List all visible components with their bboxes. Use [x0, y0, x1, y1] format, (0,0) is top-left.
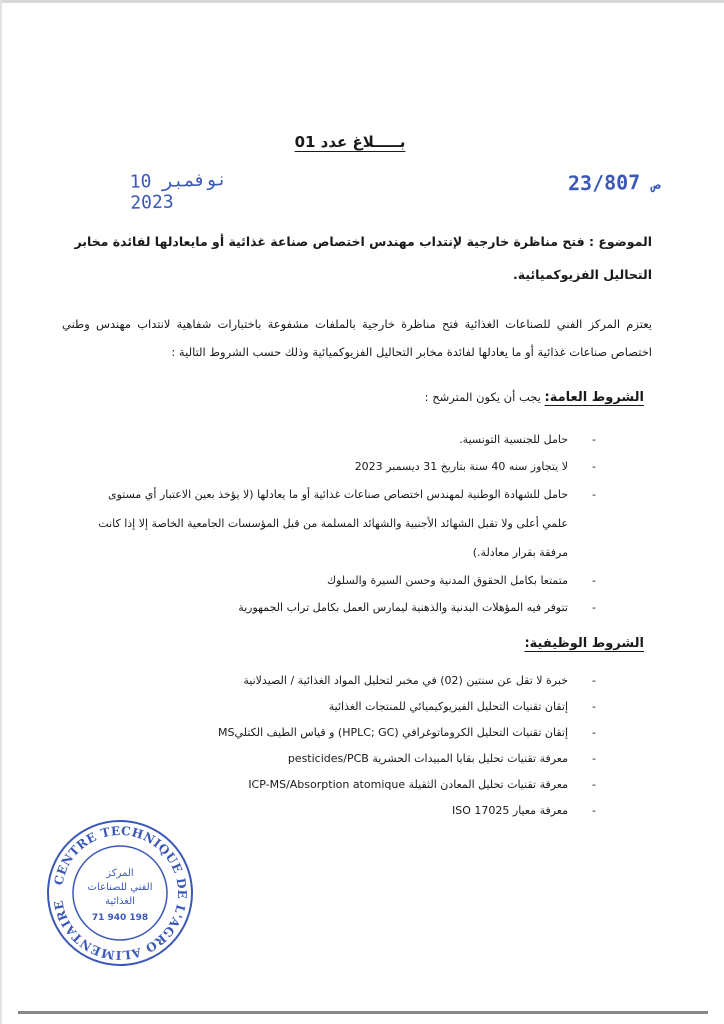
scan-edge-bottom — [18, 1011, 708, 1014]
general-conditions-list — [80, 426, 596, 621]
reference-number: 23/807 — [567, 170, 641, 196]
stamp-phone: 71 940 198 — [91, 913, 149, 923]
reference-mark: ص — [652, 176, 661, 193]
stamp-inner-ring — [73, 846, 167, 940]
general-conditions-lead: يجب أن يكون المترشح : — [424, 390, 541, 404]
intro-paragraph: يعتزم المركز الفني للصناعات الغذائية فتح مناظرة خارجية بالملفات مشفوعة باختبارات شفاهية لانتداب مهندس وطني اختصاص صناعات غذائية أو ما يعادلها لفائدة مخابر التحاليل الفزيوكميائية وذلك حسب الشروط التالية : — [62, 317, 652, 359]
list-item: - معرفة معيار ISO 17025 — [196, 798, 596, 824]
list-item: - معرفة تقنيات تحليل المعادن الثقيلة ICP-MS/Absorption atomique — [196, 772, 596, 798]
list-item: - متمتعا بكامل الحقوق المدنية وحسن السيرة والسلوك — [80, 567, 596, 594]
stamp-outer-ring — [48, 821, 192, 965]
stamp-ring-text: CENTRE TECHNIQUE DE L'AGRO ALIMENTAIRE — [51, 823, 190, 963]
page-title: بـــــلاغ عدد 01 — [294, 133, 406, 151]
functional-conditions-heading: الشروط الوظيفية: — [524, 636, 644, 651]
general-conditions-heading: الشروط العامة: — [544, 390, 644, 405]
list-item: - حامل للجنسية التونسية. — [80, 426, 596, 453]
list-item: - إتقان تقنيات التحليل الكروماتوغرافي (HPLC; GC) و قياس الطيف الكتليMS — [196, 720, 596, 746]
functional-conditions-header — [64, 632, 644, 651]
scan-edge-left — [0, 0, 2, 1024]
stamp-line-1: المركز — [106, 868, 134, 879]
list-item: - لا يتجاوز سنه 40 سنة بتاريخ 31 ديسمبر 2023 — [80, 453, 596, 480]
official-stamp — [45, 818, 195, 968]
general-conditions-header — [64, 390, 644, 405]
scan-edge-top — [0, 0, 724, 3]
stamp-line-3: الغذائية — [105, 896, 135, 907]
list-item: - حامل للشهادة الوطنية لمهندس اختصاص صناعات غذائية أو ما يعادلها (لا يؤخذ بعين الاعتبار أي مستوى علمي أعلى ولا تقبل الشهائد الأجنبية والشهائد المسلمة من قبل المؤسسات الجامعية الخاصة إلا إذا كانت مرفقة بقرار معادلة.) — [80, 480, 596, 567]
list-item: - تتوفر فيه المؤهلات البدنية والذهنية ليمارس العمل بكامل تراب الجمهورية — [80, 594, 596, 621]
list-item: - إتقان تقنيات التحليل الفيزيوكيميائي للمنتجات الغذائية — [196, 694, 596, 720]
subject-line: الموضوع : فتح مناظرة خارجية لإنتداب مهندس اختصاص صناعة غذائية أو مايعادلها لفائدة مخابر التحاليل الفزيوكميائية. — [74, 234, 652, 282]
list-item: - معرفة تقنيات تحليل بقايا المبيدات الحشرية pesticides/PCB — [196, 746, 596, 772]
functional-conditions-list — [196, 668, 596, 824]
stamp-line-2: الفني للصناعات — [87, 882, 153, 893]
list-item: - خبرة لا تقل عن سنتين (02) في مخبر لتحليل المواد الغذائية / الصيدلانية — [196, 668, 596, 694]
reference-stamp — [568, 169, 718, 196]
date-stamp: 10 نوفمبر 2023 — [129, 169, 228, 214]
